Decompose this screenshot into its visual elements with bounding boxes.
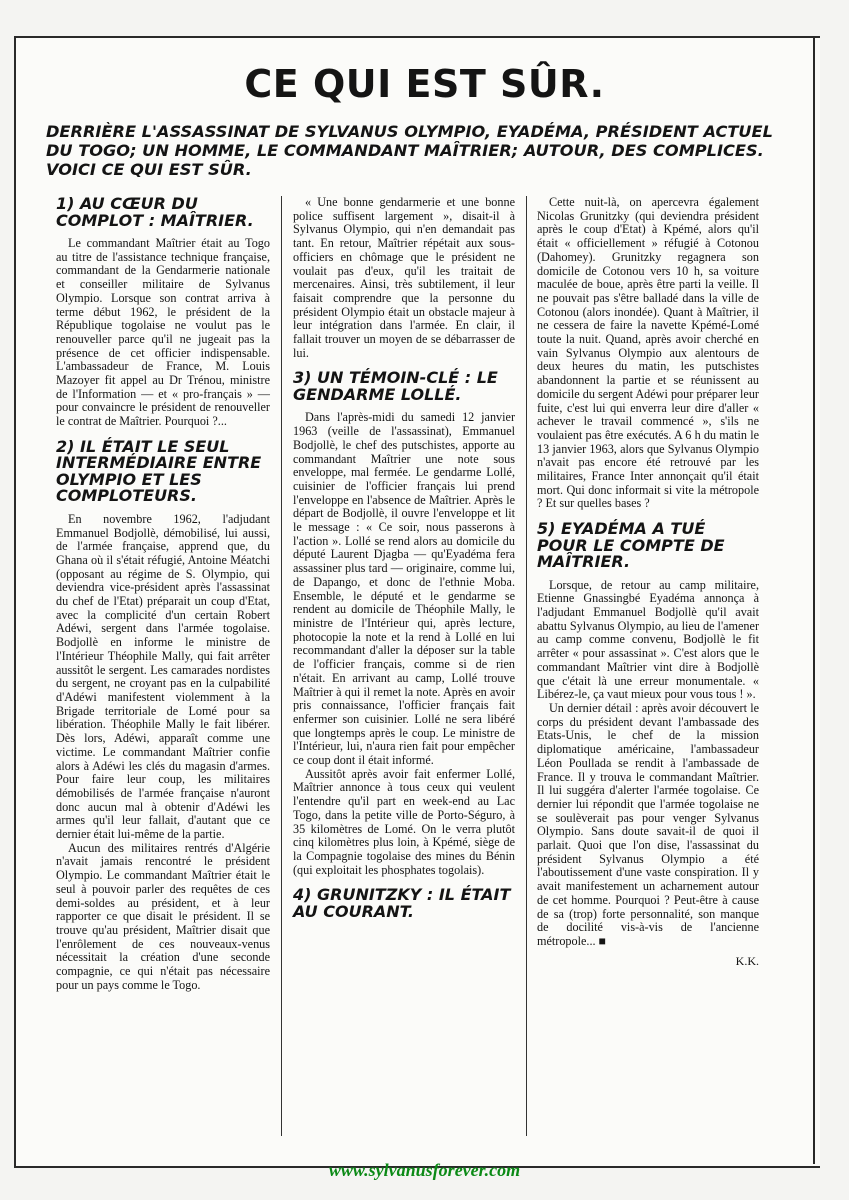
paragraph: Dans l'après-midi du samedi 12 janvier 1963 (veille de l'assassinat), Emmanuel Bodjollè, le chef des putschistes, apporte au commandant Maîtrier une note sous enveloppe, mal fermée. Le gendarme Lollé, cuisinier de l'officier français lui prend l'enveloppe en l'absence de Maîtrier. Après le départ de Bodjollè, il ouvre l'enveloppe et lit le message : « Ce soir, nous passerons à l'action ». Lollé se rend alors au domicile du député Laurent Djagba — qu'Eyadéma fera assassiner plus tard — originaire, comme lui, de Dapango, et donc de l'ethnie Moba. Ensemble, le député et le gendarme se rendent au domicile de Théophile Mally, le ministre de l'Intérieur qui, après lecture, photocopie la note et la rend à Lollé en lui recommandant d'aller la déposer sur la table de l'officier français, comme si de rien n'était. En arrivant au camp, Lollé trouve Maîtrier à qui il remet la note. Après en avoir pris connaissance, l'officier français fait enfermer son cuisinier. Lollé ne sera libéré que longtemps après le coup. Le ministre de l'Intérieur, lui, n'aura rien fait pour empêcher ce coup dont il était informé. — [293, 410, 515, 768]
page-border-right — [813, 36, 815, 1164]
column-2 — [293, 196, 515, 928]
section-heading: 2) IL ÉTAIT LE SEUL INTERMÉDIAIRE ENTRE OLYMPIO ET LES COMPLOTEURS. — [56, 436, 262, 506]
paragraph: Un dernier détail : après avoir découvert le corps du président devant l'ambassade des Etats-Unis, le chef de la mission diplomatique américaine, l'ambassadeur Léon Poullada se rendit à l'ambassade de France. Il y trouva le commandant Maîtrier. Il lui suggéra d'alerter l'armée togolaise. Ce dernier lui répondit que l'armée togolaise ne se soulèverait pas pour venger Sylvanus Olympio. Sans doute savait-il de quoi il parlait. Quoi que l'on dise, l'assassinat du président Sylvanus Olympio a été l'aboutissement d'une vaste conspiration. Il y avait manifestement un acharnement autour de cet homme. Pourquoi ? Peut-être à cause de sa (trop) forte personnalité, son manque de docilité vis-à-vis de l'ancienne métropole... ■ — [537, 701, 759, 948]
paragraph: « Une bonne gendarmerie et une bonne police suffisent largement », disait-il à Sylvanus Olympio, qui n'en demandait pas tant. En retour, Maîtrier répétait aux sous-officiers en chômage que le président ne voulait pas d'eux, qu'il les traitait de mercenaires. Ainsi, très subtilement, il leur faisait comprendre que la personne du président Olympio était un obstacle majeur à leur intégration dans l'armée. En clair, il fallait trouver un moyen de se débarrasser de lui. — [293, 195, 515, 360]
column-divider — [281, 196, 282, 1136]
paragraph: Aucun des militaires rentrés d'Algérie n'avait jamais rencontré le président Olympio. Le commandant Maîtrier était le seul à pouvoir parler des requêtes de ces demi-soldes au président, et à leur rapporter ce que disait le président. Il se trouve qu'au président, Maîtrier disait que l'enrôlement de ces nouveaux-venus nécessitait la création d'une seconde compagnie, ce qui n'était pas nécessaire pour un pays comme le Togo. — [56, 840, 270, 992]
column-1 — [56, 196, 270, 992]
article-lede: DERRIÈRE L'ASSASSINAT DE SYLVANUS OLYMPIO, EYADÉMA, PRÉSIDENT ACTUEL DU TOGO; UN HOMME, LE COMMANDANT MAÎTRIER; AUTOUR, DES COMPLICES. VOICI CE QUI EST SÛR. — [46, 122, 773, 179]
column-3 — [537, 196, 759, 968]
section-heading: 4) GRUNITZKY : IL ÉTAIT AU COURANT. — [293, 885, 511, 921]
paragraph: Le commandant Maîtrier était au Togo au titre de l'assistance technique française, commandant de la Gendarmerie nationale et conseiller militaire de Sylvanus Olympio. Lorsque son contrat arriva à terme début 1962, le président de la République togolaise ne voulut pas le renouveller parce qu'il ne jugeait pas la présence de cet officier indispensable. L'ambassadeur de France, M. Louis Mazoyer fit appel au Dr Trénou, ministre de l'Information — et « pro-français » — pour convaincre le président de renouveller le contrat de Maîtrier. Pourquoi ?... — [56, 236, 270, 429]
section-heading: 1) AU CŒUR DU COMPLOT : MAÎTRIER. — [56, 194, 254, 230]
website-footer[interactable]: www.sylvanusforever.com — [328, 1160, 521, 1180]
paragraph: Lorsque, de retour au camp militaire, Etienne Gnassingbé Eyadéma annonça à l'adjudant Emmanuel Bodjollè qu'il avait abattu Sylvanus Olympio, au lieu de l'amener au camp comme convenu, Bodjollè le fit arrêter « pour assassinat ». C'est alors que le commandant Maîtrier vint dire à Bodjollè que c'était là une erreur monumentale. « Libérez-le, ça vaut mieux pour vous tous ! ». — [537, 577, 759, 702]
author-signature: K.K. — [735, 953, 759, 968]
paragraph: Aussitôt après avoir fait enfermer Lollé, Maîtrier annonce à tous ceux qui veulent l'entendre qu'il part en week-end au Lac Togo, dans la petite ville de Porto-Séguro, à 35 kilomètres de Lomé. On le verra plutôt cinq kilomètres plus loin, à Kpémé, siège de la Compagnie togolaise des mines du Bénin (qui exploitait les phosphates togolais). — [293, 766, 515, 877]
paragraph: Cette nuit-là, on apercevra également Nicolas Grunitzky (qui deviendra président après le coup d'Etat) à Kpémé, alors qu'il était « officiellement » réfugié à Cotonou (Dahomey). Grunitzky regagnera son domicile de Cotonou vers 10 h, sa voiture maculée de boue, après être parti la veille. Il ne pouvait pas s'être balladé dans la ville de Cotonou (alors inondée). Quant à Maîtrier, il ne cessera de faire la navette Kpémé-Lomé toute la nuit. Quand, après avoir cherché en vain Sylvanus Olympio aux alentours de deux heures du matin, les putschistes abandonnent la partie et se réunissent au domicile du sergent Adéwi pour préparer leur fuite, c'est lui qui enverra leur dire d'aller « achever le travail commencé », s'ils ne voulaient pas être exécutés. A 6 h du matin le 13 janvier 1963, alors que Sylvanus Olympio n'avait pas encore été retrouvé par les militaires, France Inter annonçait qu'il était mort. Qui donc informait si vite la métropole ? Et sur quelles bases ? — [537, 195, 759, 511]
paragraph: En novembre 1962, l'adjudant Emmanuel Bodjollè, démobilisé, lui aussi, de l'armée française, apprend que, du Ghana où il s'était réfugié, Antoine Méatchi (opposant au régime de S. Olympio, qui deviendra vice-président après l'assassinat du chef de l'Etat) préparait un coup d'Etat, avec la complicité d'un certain Robert Adéwi, sergent dans l'armée togolaise. Bodjollè en informe le ministre de l'Intérieur Théophile Mally, qui fait arrêter aussitôt le sergent. Les camarades nordistes du sergent, ne croyant pas en la culpabilité d'Adéwi manifestent violemment à la Brigade territoriale de Lomé pour sa libération. Théophile Mally le fait libérer. Dès lors, Adéwi, apparaît comme une victime. Le commandant Maîtrier confie alors à Adéwi les clés du magasin d'armes. Pour faire leur coup, les militaires démobilisés de l'armée française n'auront donc aucun mal à obtenir d'Adéwi les armes qu'il leur fallait, d'autant que ce dernier était lui-même de la partie. — [56, 511, 270, 842]
section-heading: 5) EYADÉMA A TUÉ POUR LE COMPTE DE MAÎTRIER. — [537, 519, 725, 572]
column-divider — [526, 196, 527, 1136]
section-heading: 3) UN TÉMOIN-CLÉ : LE GENDARME LOLLÉ. — [293, 368, 498, 404]
page-title: CE QUI EST SÛR. — [244, 62, 605, 106]
